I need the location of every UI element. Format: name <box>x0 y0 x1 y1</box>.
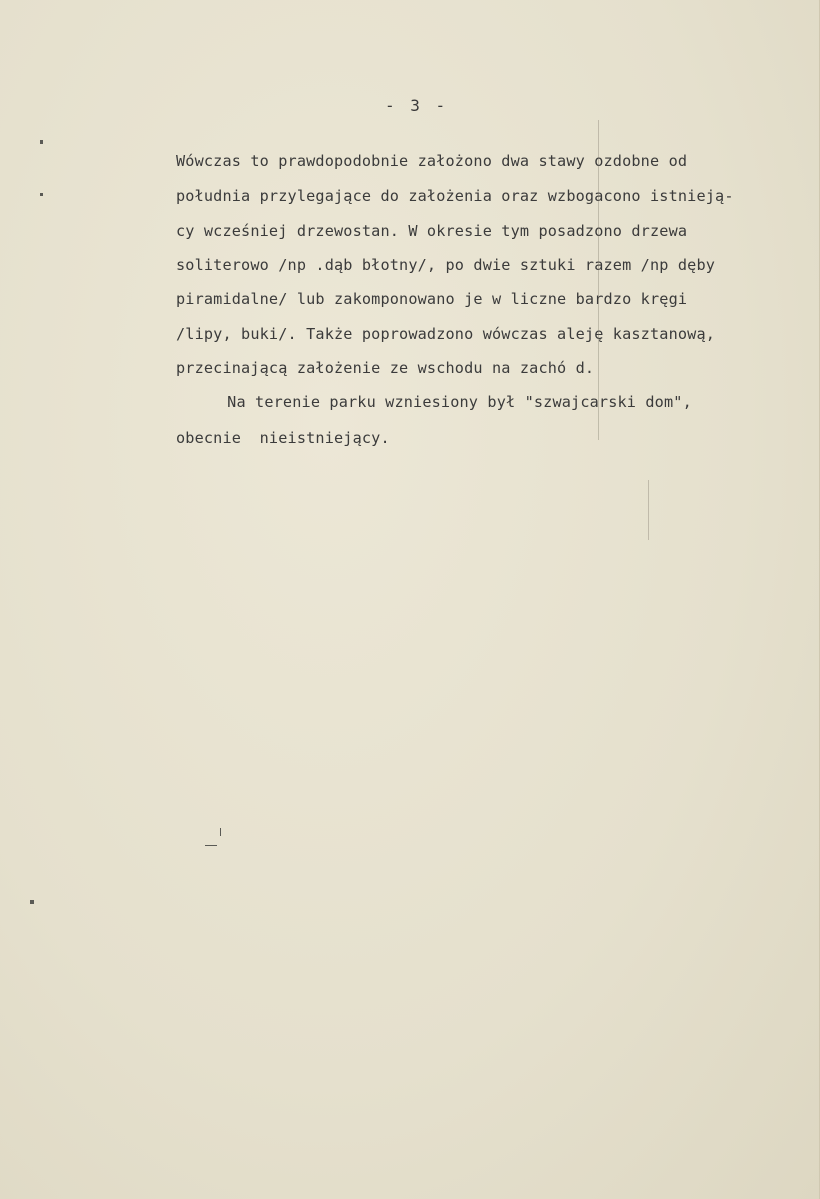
text-line: południa przylegające do założenia oraz wzbogacono istnieją- <box>176 187 734 205</box>
text-line: Wówczas to prawdopodobnie założono dwa stawy ozdobne od <box>176 152 688 170</box>
text-line: /lipy, buki/. Także poprowadzono wówczas aleję kasztanową, <box>176 325 716 343</box>
margin-mark <box>205 845 217 846</box>
text-line: piramidalne/ lub zakomponowano je w liczne bardzo kręgi <box>176 290 688 308</box>
text-line: cy wcześniej drzewostan. W okresie tym posadzono drzewa <box>176 222 688 240</box>
margin-mark <box>40 193 43 196</box>
page-number: - 3 - <box>385 96 449 115</box>
text-line: obecnie nieistniejący. <box>176 429 390 447</box>
margin-mark <box>40 140 43 144</box>
margin-mark <box>30 900 34 904</box>
margin-mark <box>220 828 221 836</box>
text-line: przecinającą założenie ze wschodu na zachó d. <box>176 359 595 377</box>
text-line: Na terenie parku wzniesiony był "szwajcarski dom", <box>190 393 692 411</box>
text-line: soliterowo /np .dąb błotny/, po dwie sztuki razem /np dęby <box>176 256 716 274</box>
paper-crease <box>648 480 649 540</box>
paper-crease <box>598 120 599 440</box>
